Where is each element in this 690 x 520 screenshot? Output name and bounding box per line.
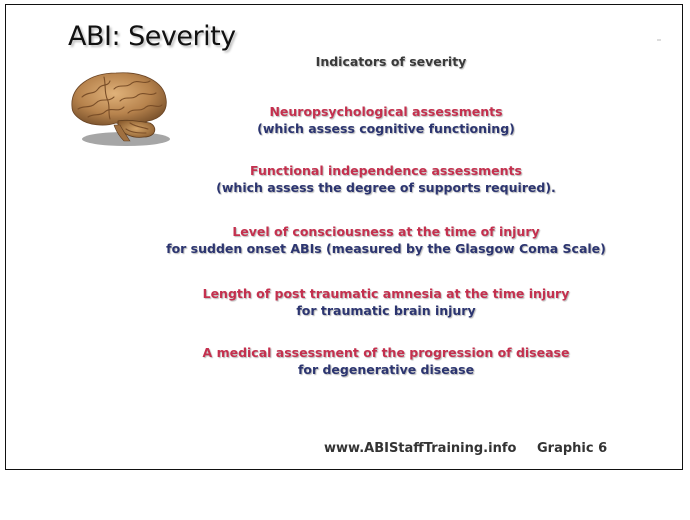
severity-item: [6, 223, 690, 257]
slide: [5, 4, 683, 470]
subheading: Indicators of severity: [315, 54, 467, 69]
severity-item: [6, 285, 690, 319]
footer-graphic-label: Graphic 6: [537, 441, 608, 456]
item-detail: for degenerative disease: [297, 362, 475, 377]
item-heading: Functional independence assessments: [250, 163, 522, 178]
slide-title: ABI: Severity: [68, 21, 236, 52]
item-detail: for traumatic brain injury: [296, 303, 476, 318]
item-heading: Length of post traumatic amnesia at the time injury: [202, 286, 570, 301]
severity-item: [6, 103, 690, 137]
item-heading: Level of consciousness at the time of injury: [232, 224, 540, 239]
severity-item: [6, 162, 690, 196]
item-heading: A medical assessment of the progression of disease: [202, 345, 570, 360]
decorative-mark: [657, 39, 661, 41]
item-heading: Neuropsychological assessments: [269, 104, 503, 119]
footer-url[interactable]: www.ABIStaffTraining.info: [324, 441, 517, 456]
item-detail: (which assess the degree of supports required).: [216, 180, 556, 195]
item-detail: (which assess cognitive functioning): [257, 121, 515, 136]
item-detail: for sudden onset ABIs (measured by the Glasgow Coma Scale): [166, 241, 606, 256]
severity-item: [6, 344, 690, 378]
